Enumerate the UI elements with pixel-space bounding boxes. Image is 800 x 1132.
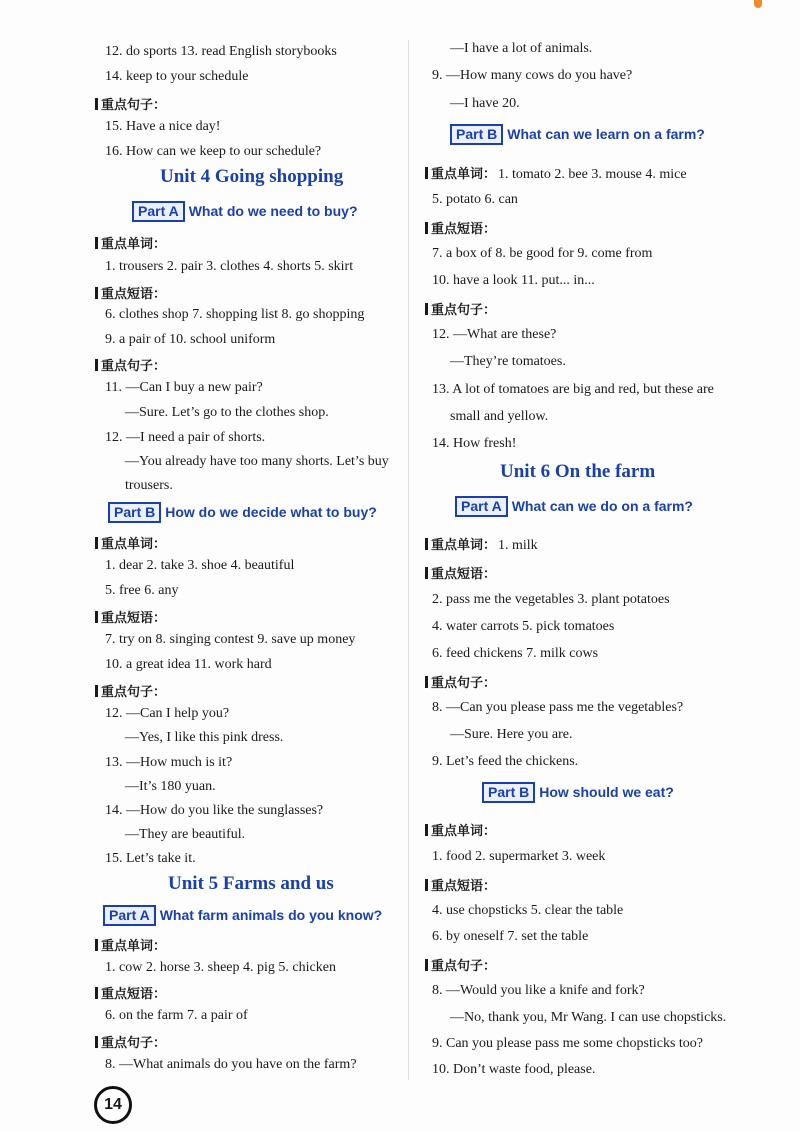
unit6-part-b-heading: Part B How should we eat? xyxy=(482,782,674,803)
text-line: trousers. xyxy=(125,478,173,493)
text-line: —They’re tomatoes. xyxy=(450,354,566,369)
page-corner-mark xyxy=(754,0,762,8)
text-line: 8. —Can you please pass me the vegetables? xyxy=(432,700,684,715)
text-line: 1. dear 2. take 3. shoe 4. beautiful xyxy=(105,558,295,573)
text-line: 8. —What animals do you have on the farm? xyxy=(105,1057,357,1072)
unit4-title: Unit 4 Going shopping xyxy=(160,166,344,187)
heading-bar-icon xyxy=(95,237,98,249)
heading-bar-icon xyxy=(425,824,428,836)
section-heading: 重点短语： xyxy=(95,983,166,1002)
text-line: —No, thank you, Mr Wang. I can use chopsticks. xyxy=(450,1010,727,1025)
heading-bar-icon xyxy=(425,879,428,891)
text-line: 10. Don’t waste food, please. xyxy=(432,1062,596,1077)
text-line: 6. clothes shop 7. shopping list 8. go shopping xyxy=(105,307,365,322)
column-divider xyxy=(408,40,409,1080)
heading-bar-icon xyxy=(95,939,98,951)
section-heading: 重点短语： xyxy=(425,563,496,582)
text-line: 9. a pair of 10. school uniform xyxy=(105,332,276,347)
section-heading: 重点短语： xyxy=(95,283,166,302)
text-line: —It’s 180 yuan. xyxy=(125,779,216,794)
text-line: 11. —Can I buy a new pair? xyxy=(105,380,263,395)
text-line: small and yellow. xyxy=(450,409,549,424)
heading-bar-icon xyxy=(425,303,428,315)
section-heading: 重点句子： xyxy=(95,94,166,113)
unit6-part-a-heading: Part A What can we do on a farm? xyxy=(455,496,693,517)
text-line: 12. —I need a pair of shorts. xyxy=(105,430,266,445)
text-line: —I have 20. xyxy=(450,96,520,111)
section-heading: 重点单词： xyxy=(95,935,166,954)
section-heading: 重点句子： xyxy=(95,1032,166,1051)
text-line: 6. on the farm 7. a pair of xyxy=(105,1008,248,1023)
text-line: 9. Can you please pass me some chopsticks too? xyxy=(432,1036,704,1051)
heading-bar-icon xyxy=(95,287,98,299)
text-line: 8. —Would you like a knife and fork? xyxy=(432,983,645,998)
text-line: 7. a box of 8. be good for 9. come from xyxy=(432,246,653,261)
section-heading: 重点句子： xyxy=(95,681,166,700)
heading-bar-icon xyxy=(425,676,428,688)
heading-bar-icon xyxy=(425,567,428,579)
text-line: 12. do sports 13. read English storybooks xyxy=(105,44,337,59)
text-line: 15. Let’s take it. xyxy=(105,851,196,866)
text-line: 9. —How many cows do you have? xyxy=(432,68,633,83)
heading-bar-icon xyxy=(95,987,98,999)
page-number: 14 xyxy=(94,1086,132,1124)
unit5-title: Unit 5 Farms and us xyxy=(168,873,334,894)
unit4-part-b-heading: Part B How do we decide what to buy? xyxy=(108,502,377,523)
heading-bar-icon xyxy=(425,959,428,971)
text-line: 13. —How much is it? xyxy=(105,755,233,770)
text-line: 10. a great idea 11. work hard xyxy=(105,657,272,672)
heading-bar-icon xyxy=(95,611,98,623)
text-line: 10. have a look 11. put... in... xyxy=(432,273,595,288)
text-line: 5. potato 6. can xyxy=(432,192,518,207)
text-line: 4. water carrots 5. pick tomatoes xyxy=(432,619,615,634)
text-line: 7. try on 8. singing contest 9. save up money xyxy=(105,632,356,647)
unit5-part-a-heading: Part A What farm animals do you know? xyxy=(103,905,382,926)
text-line: 2. pass me the vegetables 3. plant potatoes xyxy=(432,592,670,607)
section-heading: 重点短语： xyxy=(425,875,496,894)
section-heading: 重点句子： xyxy=(95,355,166,374)
text-line: 14. How fresh! xyxy=(432,436,517,451)
heading-bar-icon xyxy=(95,537,98,549)
text-line: —They are beautiful. xyxy=(125,827,246,842)
text-line: 15. Have a nice day! xyxy=(105,119,221,134)
text-line: 6. feed chickens 7. milk cows xyxy=(432,646,599,661)
text-line: —Sure. Here you are. xyxy=(450,727,573,742)
text-line: 9. Let’s feed the chickens. xyxy=(432,754,579,769)
unit6-title: Unit 6 On the farm xyxy=(500,461,656,482)
section-heading: 重点短语： xyxy=(95,607,166,626)
section-heading: 重点单词： xyxy=(95,533,166,552)
text-line: 12. —Can I help you? xyxy=(105,706,230,721)
text-line: —You already have too many shorts. Let’s buy xyxy=(125,454,389,469)
text-line: 14. keep to your schedule xyxy=(105,69,249,84)
section-heading: 重点单词： 1. milk xyxy=(425,534,538,554)
heading-bar-icon xyxy=(95,98,98,110)
text-line: 5. free 6. any xyxy=(105,583,179,598)
text-line: 16. How can we keep to our schedule? xyxy=(105,144,322,159)
text-line: —I have a lot of animals. xyxy=(450,41,593,56)
text-line: 13. A lot of tomatoes are big and red, but these are xyxy=(432,382,714,397)
heading-bar-icon xyxy=(95,359,98,371)
section-heading: 重点句子： xyxy=(425,955,496,974)
section-heading: 重点单词： xyxy=(425,820,496,839)
heading-bar-icon xyxy=(425,167,428,179)
heading-bar-icon xyxy=(425,538,428,550)
text-line: 1. cow 2. horse 3. sheep 4. pig 5. chicken xyxy=(105,960,336,975)
text-line: 14. —How do you like the sunglasses? xyxy=(105,803,324,818)
unit4-part-a-heading: Part A What do we need to buy? xyxy=(132,201,358,222)
heading-bar-icon xyxy=(425,222,428,234)
section-heading: 重点单词： 1. tomato 2. bee 3. mouse 4. mice xyxy=(425,163,687,183)
section-heading: 重点句子： xyxy=(425,299,496,318)
heading-bar-icon xyxy=(95,1036,98,1048)
section-heading: 重点短语： xyxy=(425,218,496,237)
section-heading: 重点单词： xyxy=(95,233,166,252)
text-line: 12. —What are these? xyxy=(432,327,557,342)
heading-bar-icon xyxy=(95,685,98,697)
text-line: 1. food 2. supermarket 3. week xyxy=(432,849,606,864)
section-heading: 重点句子： xyxy=(425,672,496,691)
text-line: —Sure. Let’s go to the clothes shop. xyxy=(125,405,329,420)
text-line: 4. use chopsticks 5. clear the table xyxy=(432,903,624,918)
text-line: —Yes, I like this pink dress. xyxy=(125,730,284,745)
unit5-part-b-heading: Part B What can we learn on a farm? xyxy=(450,124,705,145)
text-line: 6. by oneself 7. set the table xyxy=(432,929,589,944)
text-line: 1. trousers 2. pair 3. clothes 4. shorts 5. skirt xyxy=(105,259,354,274)
